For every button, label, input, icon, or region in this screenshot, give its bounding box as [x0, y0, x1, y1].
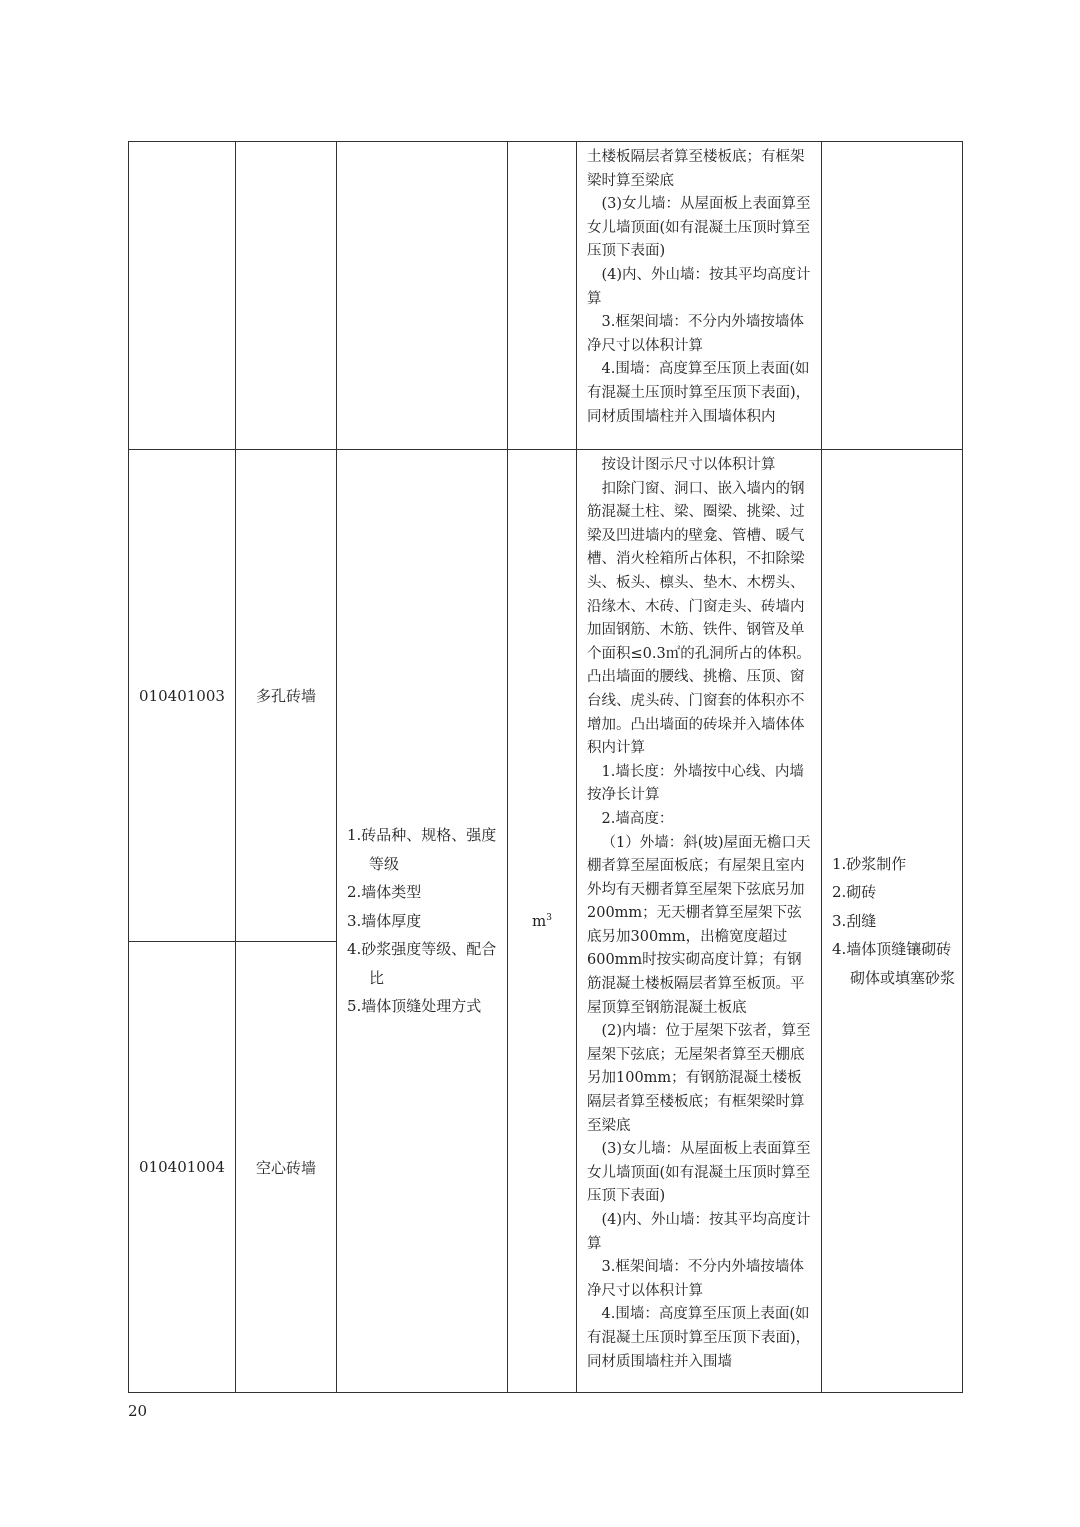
work-item: 2.砌砖 [832, 883, 877, 902]
feature-item: 2.墙体类型 [347, 883, 422, 902]
code-cell-empty [129, 142, 236, 450]
rule-line: (4)内、外山墙：按其平均高度计算 [587, 266, 811, 307]
work-cell-empty [822, 142, 963, 450]
unit-cell [508, 450, 577, 1393]
page-number: 20 [128, 1402, 148, 1420]
item-name: 空心砖墙 [236, 942, 337, 1393]
rule-line: （1）外墙：斜(坡)屋面无檐口天棚者算至屋面板底；有屋架且室内外均有天棚者算至屋架下弦底另加200mm；无天棚者算至屋架下弦底另加300mm，出檐宽度超过600mm时按实砌高度计算；有钢筋混凝土楼板隔层者算至板顶。平屋顶算至钢筋混凝土板底 [587, 834, 811, 1016]
rule-cell-continued [577, 142, 822, 450]
rule-line: 3.框架间墙：不分内外墙按墙体净尺寸以体积计算 [587, 314, 804, 354]
feature-cell-empty [337, 142, 508, 450]
unit-superscript: 3 [546, 913, 552, 923]
table-row [129, 450, 963, 942]
feature-item: 1.砖品种、规格、强度等级 [347, 826, 497, 873]
rule-cell [577, 450, 822, 1393]
rule-line: 1.墙长度：外墙按中心线、内墙按净长计算 [587, 763, 804, 804]
rule-line: 4.围墙：高度算至压顶上表面(如有混凝土压顶时算至压顶下表面)，同材质围墙柱并入围墙 [587, 1306, 811, 1370]
table-row-continued [129, 142, 963, 450]
unit-text: m [532, 912, 547, 930]
rule-line: 2.墙高度： [601, 810, 674, 827]
item-code: 010401004 [129, 942, 236, 1393]
rule-line: (3)女儿墙：从屋面板上表面算至女儿墙顶面(如有混凝土压顶时算至压顶下表面) [587, 196, 811, 260]
rule-line: 3.框架间墙：不分内外墙按墙体净尺寸以体积计算 [587, 1259, 804, 1299]
rule-line: (4)内、外山墙：按其平均高度计算 [587, 1212, 811, 1252]
work-cell [822, 450, 963, 1393]
feature-item: 3.墙体厚度 [347, 911, 422, 930]
rule-line: 土楼板隔层者算至楼板底；有框架梁时算至梁底 [587, 149, 805, 189]
rule-line: (2)内墙：位于屋架下弦者，算至屋架下弦底；无屋架者算至天棚底另加100mm；有钢筋混凝土楼板隔层者算至楼板底；有框架梁时算至梁底 [587, 1023, 811, 1134]
feature-cell [337, 450, 508, 1393]
work-item: 4.墙体顶缝镶砌砖砌体或填塞砂浆 [832, 940, 956, 987]
rule-line: 4.围墙：高度算至压顶上表面(如有混凝土压顶时算至压顶下表面)，同材质围墙柱并入围墙体积内 [587, 361, 811, 425]
item-name: 多孔砖墙 [236, 450, 337, 942]
name-cell-empty [236, 142, 337, 450]
item-code: 010401003 [129, 450, 236, 942]
rule-line: (3)女儿墙：从屋面板上表面算至女儿墙顶面(如有混凝土压顶时算至压顶下表面) [587, 1141, 811, 1205]
rule-line: 扣除门窗、洞口、嵌入墙内的钢筋混凝土柱、梁、圈梁、挑梁、过梁及凹进墙内的壁龛、管槽、暖气槽、消火栓箱所占体积，不扣除梁头、板头、檩头、垫木、木楞头、沿缘木、木砖、门窗走头、砖墙内加固钢筋、木筋、铁件、钢管及单个面积≤0.3㎡的孔洞所占的体积。凸出墙面的腰线、挑檐、压顶、窗台线、虎头砖、门窗套的体积亦不增加。凸出墙面的砖垛并入墙体体积内计算 [587, 480, 811, 757]
feature-item: 5.墙体顶缝处理方式 [347, 997, 482, 1016]
work-item: 1.砂浆制作 [832, 854, 907, 873]
rule-line: 按设计图示尺寸以体积计算 [601, 457, 776, 473]
work-item: 3.刮缝 [832, 911, 877, 930]
feature-item: 4.砂浆强度等级、配合比 [347, 940, 497, 987]
specification-table [128, 141, 963, 1393]
unit-cell-empty [508, 142, 577, 450]
